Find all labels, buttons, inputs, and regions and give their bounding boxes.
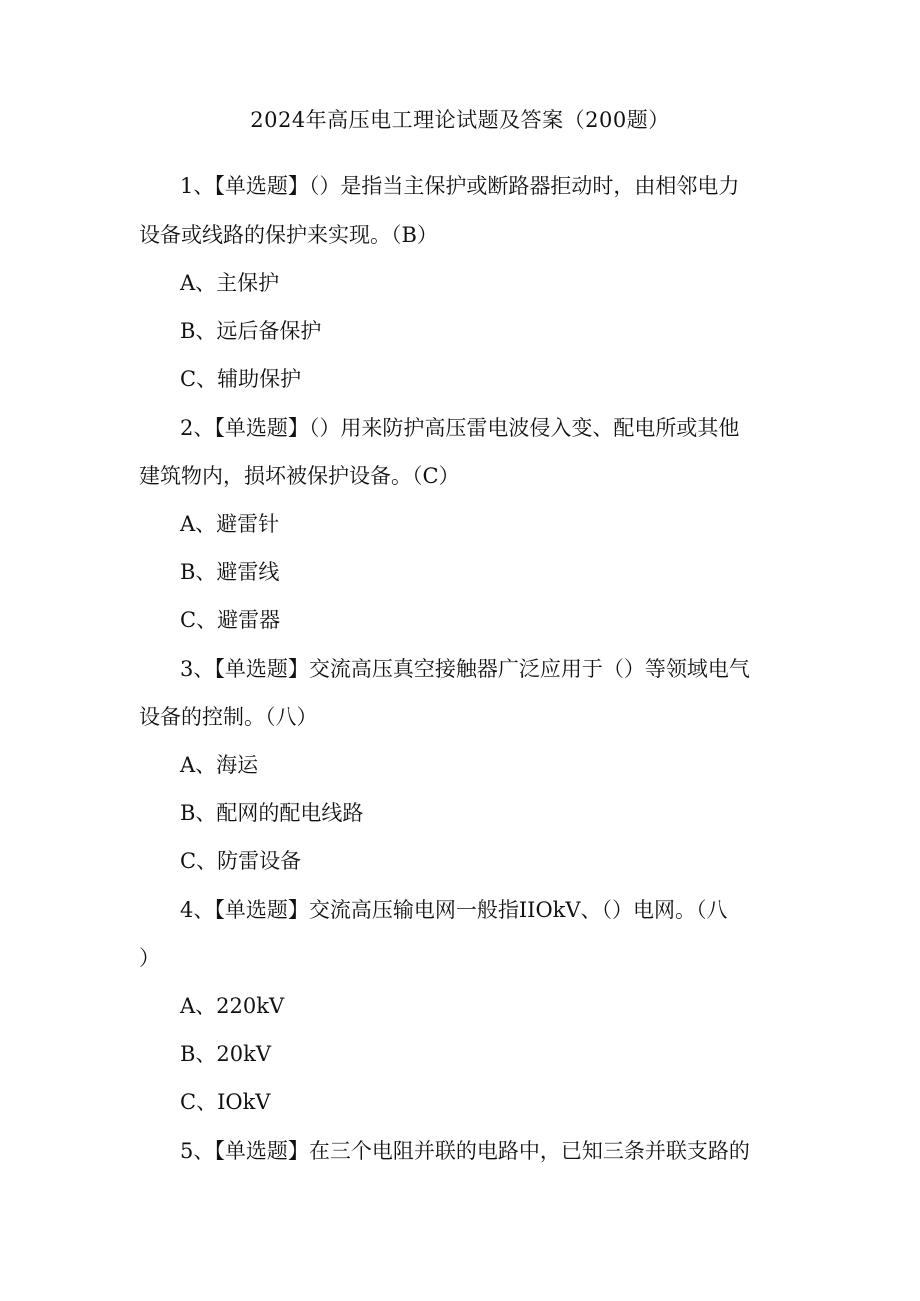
question-3-option-a: A、海运 bbox=[180, 753, 259, 777]
question-4-option-a: A、220kV bbox=[180, 994, 285, 1018]
document-title: 2024年高压电工理论试题及答案（200题） bbox=[250, 108, 670, 132]
question-2-line-1: 2、【单选题】（）用来防护高压雷电波侵入变、配电所或其他 bbox=[180, 416, 740, 440]
question-1-line-2: 设备或线路的保护来实现。（B） bbox=[139, 223, 438, 247]
question-3-option-c: C、防雷设备 bbox=[180, 849, 302, 873]
question-3-option-b: B、配网的配电线路 bbox=[180, 801, 364, 825]
question-2-option-a: A、避雷针 bbox=[180, 512, 280, 536]
question-1-option-c: C、辅助保护 bbox=[180, 367, 302, 391]
question-4-option-b: B、20kV bbox=[180, 1042, 272, 1066]
question-5-line-1: 5、【单选题】在三个电阻并联的电路中，已知三条并联支路的 bbox=[180, 1139, 750, 1163]
question-3-line-2: 设备的控制。（八） bbox=[139, 705, 318, 729]
question-2-line-2: 建筑物内，损坏被保护设备。（C） bbox=[139, 464, 460, 488]
question-2-option-c: C、避雷器 bbox=[180, 608, 281, 632]
question-1-line-1: 1、【单选题】（）是指当主保护或断路器拒动时，由相邻电力 bbox=[180, 174, 740, 198]
question-4-line-1: 4、【单选题】交流高压输电网一般指IIOkV、（）电网。（八 bbox=[180, 898, 728, 922]
question-2-option-b: B、避雷线 bbox=[180, 560, 280, 584]
question-4-option-c: C、IOkV bbox=[180, 1090, 271, 1114]
question-1-option-a: A、主保护 bbox=[180, 271, 280, 295]
question-1-option-b: B、远后备保护 bbox=[180, 319, 322, 343]
question-4-line-2: ） bbox=[139, 946, 160, 970]
question-3-line-1: 3、【单选题】交流高压真空接触器广泛应用于（）等领域电气 bbox=[180, 657, 750, 681]
